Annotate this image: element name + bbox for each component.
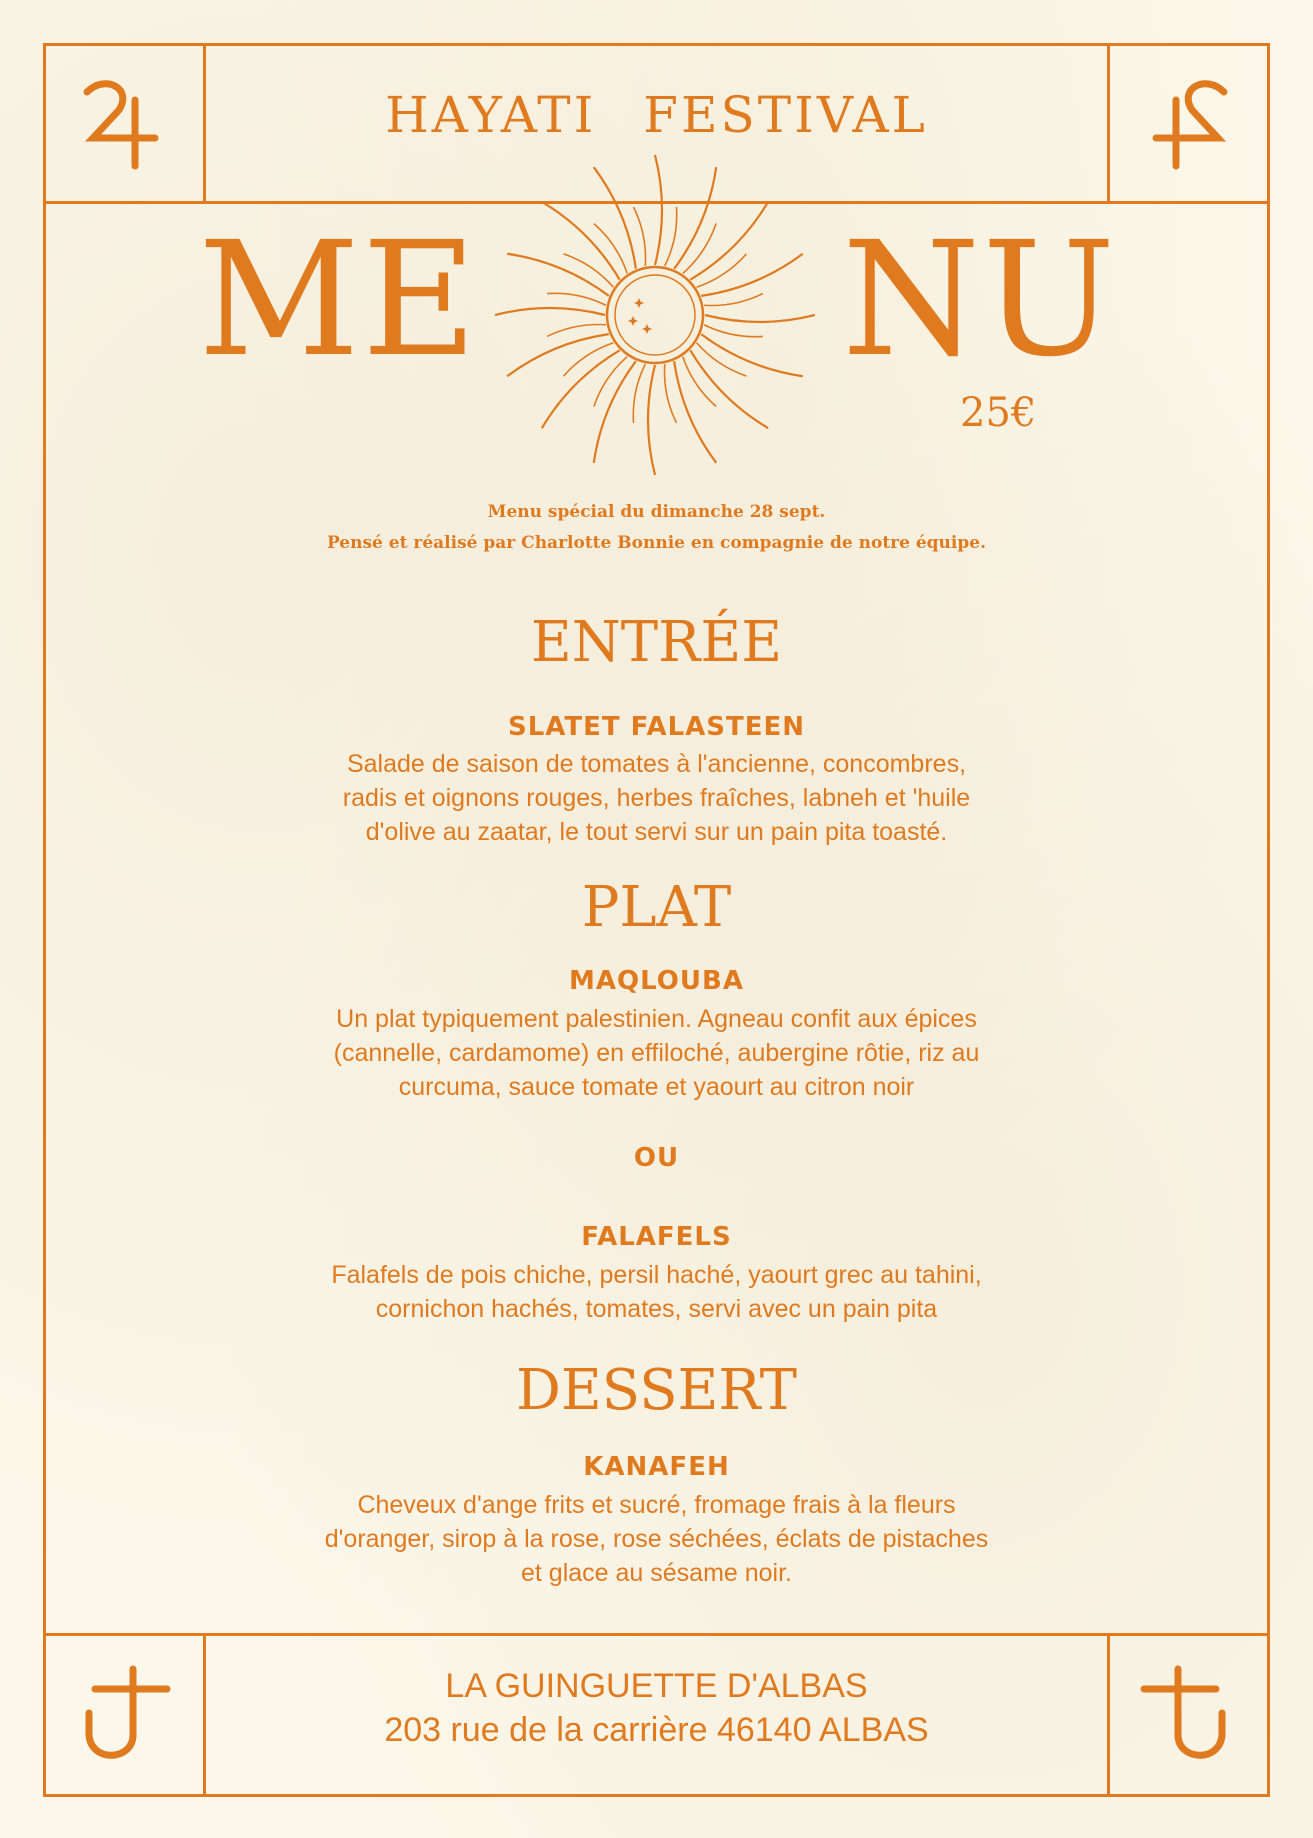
desc-line: Un plat typiquement palestinien. Agneau confit aux épices bbox=[336, 1005, 977, 1033]
dish-description-entree bbox=[260, 747, 1053, 849]
desc-line: Cheveux d'ange frits et sucré, fromage frais à la fleurs bbox=[357, 1491, 956, 1519]
menu-word-left: ME bbox=[198, 208, 480, 392]
dish-name-kanafeh: KANAFEH bbox=[583, 1452, 730, 1482]
desc-line: (cannelle, cardamome) en effiloché, aubergine rôtie, riz au bbox=[333, 1039, 980, 1067]
dish-separator-ou: OU bbox=[633, 1143, 680, 1173]
intro-line-1: Menu spécial du dimanche 28 sept. bbox=[487, 502, 826, 522]
footer-venue: LA GUINGUETTE D'ALBAS bbox=[445, 1667, 868, 1705]
frame-outer-bottom bbox=[43, 1794, 1270, 1797]
desc-line: d'oranger, sirop à la rose, rose séchées, éclats de pistaches bbox=[324, 1525, 989, 1553]
desc-line: et glace au sésame noir. bbox=[521, 1559, 792, 1587]
saturn-symbol-mirrored-icon bbox=[1136, 1663, 1236, 1763]
dish-name-falafels: FALAFELS bbox=[581, 1222, 732, 1252]
sun-moon-icon bbox=[495, 150, 815, 480]
saturn-symbol-icon bbox=[75, 1663, 175, 1763]
intro-line-2: Pensé et réalisé par Charlotte Bonnie en compagnie de notre équipe. bbox=[326, 533, 986, 553]
section-title-entree: ENTRÉE bbox=[530, 610, 783, 675]
frame-outer-left bbox=[43, 43, 46, 1797]
frame-outer-right bbox=[1267, 43, 1270, 1797]
dish-description-dessert bbox=[240, 1488, 1073, 1590]
jupiter-symbol-mirrored-icon bbox=[1136, 70, 1236, 170]
festival-title: HAYATI FESTIVAL bbox=[385, 86, 928, 144]
desc-line: d'olive au zaatar, le tout servi sur un pain pita toasté. bbox=[365, 818, 948, 846]
section-title-dessert: DESSERT bbox=[516, 1358, 797, 1423]
desc-line: Salade de saison de tomates à l'ancienne, concombres, bbox=[346, 750, 967, 778]
jupiter-symbol-icon bbox=[75, 70, 175, 170]
frame-footer-divider bbox=[43, 1633, 1270, 1636]
desc-line: cornichon hachés, tomates, servi avec un pain pita bbox=[375, 1295, 938, 1323]
dish-description-falafels bbox=[240, 1258, 1073, 1326]
desc-line: radis et oignons rouges, herbes fraîches, labneh et 'huile bbox=[342, 784, 971, 812]
section-title-plat: PLAT bbox=[581, 875, 732, 940]
dish-name-maqlouba: MAQLOUBA bbox=[569, 966, 744, 996]
menu-word-right: NU bbox=[842, 208, 1118, 392]
dish-name-slatet-falasteen: SLATET FALASTEEN bbox=[507, 712, 805, 742]
footer-address: 203 rue de la carrière 46140 ALBAS bbox=[384, 1711, 929, 1749]
desc-line: curcuma, sauce tomate et yaourt au citron noir bbox=[398, 1073, 915, 1101]
menu-price: 25€ bbox=[960, 390, 1037, 436]
dish-description-maqlouba bbox=[240, 1002, 1073, 1104]
desc-line: Falafels de pois chiche, persil haché, yaourt grec au tahini, bbox=[331, 1261, 982, 1289]
frame-outer-top bbox=[43, 43, 1270, 46]
